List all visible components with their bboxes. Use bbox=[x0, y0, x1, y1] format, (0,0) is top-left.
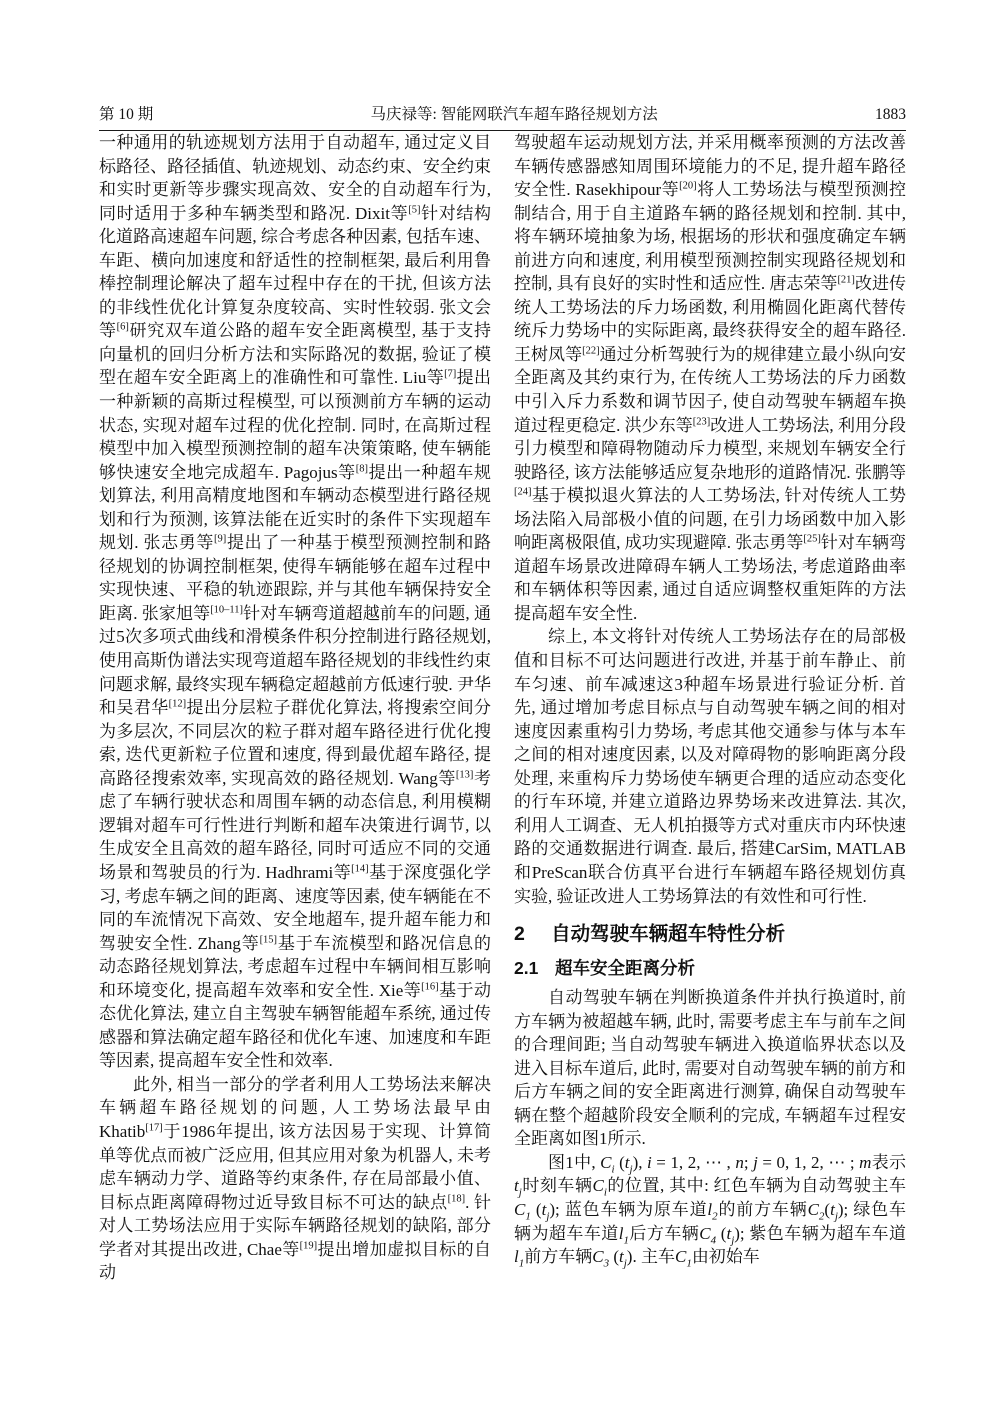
paragraph: 驾驶超车运动规划方法, 并采用概率预测的方法改善车辆传感器感知周围环境能力的不足, 提升超车路径安全性. Rasekhipour等[20]将人工势场法与模型预测控制结合, 用于自主道路车辆的路径规划和控制. 其中, 将车辆环境抽象为场, 根据场的形状和强度确定车辆前进方向和速度, 利用模型预测控制实现路径规划和控制, 具有良好的实时性和适应性. 唐志荣等[21]改进传统人工势场法的斥力场函数, 利用椭圆化距离代替传统斥力势场中的实际距离, 最终获得安全的超车路径. 王树凤等[22]通过分析驾驶行为的规律建立最小纵向安全距离及其约束行为, 在传统人工势场法的斥力函数中引入斥力系数和调节因子, 使自动驾驶车辆超车换道过程更稳定. 洪少东等[23]改进人工势场法, 利用分段引力模型和障碍物随动斥力模型, 来规划车辆安全行驶路径, 该方法能够适应复杂地形的道路情况. 张鹏等[24]基于模拟退火算法的人工势场法, 针对传统人工势场法陷入局部极小值的问题, 在引力场函数中加入影响距离极限值, 成功实现避障. 张志勇等[25]针对车辆弯道超车场景改进障碍车辆人工势场法, 考虑道路曲率和车辆体积等因素, 通过自适应调整权重矩阵的方法提高超车安全性. bbox=[514, 133, 906, 623]
paragraph: 自动驾驶车辆在判断换道条件并执行换道时, 前方车辆为被超越车辆, 此时, 需要考虑主车与前车之间的合理间距; 当自动驾驶车辆进入换道临界状态以及进入目标车道后, 此时, 需要对自动驾驶车辆的前方和后方车辆之间的安全距离进行测算, 确保自动驾驶车辆在整个超越阶段安全顺利的完成, 车辆超车过程安全距离如图1所示. bbox=[514, 988, 906, 1149]
running-title: 马庆禄等: 智能网联汽车超车路径规划方法 bbox=[370, 106, 658, 123]
right-column bbox=[514, 131, 906, 1363]
section-number: 2 bbox=[514, 923, 525, 946]
page-header bbox=[99, 98, 906, 131]
subsection-number: 2.1 bbox=[514, 958, 539, 979]
section-heading bbox=[514, 921, 906, 947]
subsection-title: 超车安全距离分析 bbox=[554, 958, 695, 979]
subsection-heading bbox=[514, 956, 906, 980]
right-column-bottom bbox=[514, 986, 906, 1269]
section-title: 自动驾驶车辆超车特性分析 bbox=[551, 923, 786, 946]
two-column-body bbox=[99, 131, 906, 1363]
left-column bbox=[99, 131, 491, 1363]
paragraph: 图1中, $C_i$ $(t_j)$, i = 1, 2, ⋯ , n; j = 0, 1, 2, ⋯ ; m表示$t_j$时刻车辆$C_i$的位置, 其中: 红色车辆为自动驾驶主车$C_1$ $(t_j)$; 蓝色车辆为原车道$l_2$的前方车辆$C_2(t_j)$; 绿色车辆为超车车道$l_1$后方车辆$C_4$ $(t_j)$; 紫色车辆为超车车道$l_1$前方车辆$C_3$ $(t_j)$. 主车$C_1$由初始车 bbox=[514, 1152, 906, 1270]
paragraph: 一种通用的轨迹规划方法用于自动超车, 通过定义目标路径、路径插值、轨迹规划、动态约束、安全约束和实时更新等步骤实现高效、安全的自动超车行为, 同时适用于多种车辆类型和路况. Dixit等[5]针对结构化道路高速超车问题, 综合考虑各种因素, 包括车速、车距、横向加速度和舒适性的控制框架, 最后利用鲁棒控制理论解决了超车过程中存在的干扰, 但该方法的非线性优化计算复杂度较高、实时性较弱. 张文会等[6]研究双车道公路的超车安全距离模型, 基于支持向量机的回归分析方法和实际路况的数据, 验证了模型在超车安全距离上的准确性和可靠性. Liu等[7]提出一种新颖的高斯过程模型, 可以预测前方车辆的运动状态, 实现对超车过程的优化控制. 同时, 在高斯过程模型中加入模型预测控制的超车决策策略, 使车辆能够快速安全地完成超车. Pagojus等[8]提出一种超车规划算法, 利用高精度地图和车辆动态模型进行路径规划和行为预测, 该算法能在近实时的条件下实现超车规划. 张志勇等[9]提出了一种基于模型预测控制和路径规划的协调控制框架, 使得车辆能够在超车过程中实现快速、平稳的轨迹跟踪, 并与其他车辆保持安全距离. 张家旭等[10–11]针对车辆弯道超越前车的问题, 通过5次多项式曲线和滑模条件积分控制进行路径规划, 使用高斯伪谱法实现弯道超车路径规划的非线性约束问题求解, 最终实现车辆稳定超越前方低速行驶. 尹华和吴君华[12]提出分层粒子群优化算法, 将搜索空间分为多层次, 不同层次的粒子群对超车路径进行优化搜索, 迭代更新粒子位置和速度, 得到最优超车路径, 提高路径搜索效率, 实现高效的路径规划. Wang等[13]考虑了车辆行驶状态和周围车辆的动态信息, 利用模糊逻辑对超车可行性进行判断和超车决策进行调节, 以生成安全且高效的超车路径, 同时可适应不同的交通场景和驾驶员的行为. Hadhrami等[14]基于深度强化学习, 考虑车辆之间的距离、速度等因素, 使车辆能在不同的车流情况下高效、安全地超车, 提升超车能力和驾驶安全性. Zhang等[15]基于车流模型和路况信息的动态路径规划算法, 考虑超车过程中车辆间相互影响和环境变化, 提高超车效率和安全性. Xie等[16]基于动态优化算法, 建立自主驾驶车辆智能超车系统, 通过传感器和算法确定超车路径和优化车速、加速度和车距等因素, 提高超车安全性和效率. bbox=[99, 133, 491, 1071]
issue-number: 第 10 期 bbox=[99, 106, 154, 123]
right-column-top bbox=[514, 131, 906, 908]
paragraph: 综上, 本文将针对传统人工势场法存在的局部极值和目标不可达问题进行改进, 并基于前车静止、前车匀速、前车减速这3种超车场景进行验证分析. 首先, 通过增加考虑目标点与自动驾驶车辆之间的相对速度因素重构引力势场, 考虑其他交通参与体与本车之间的相对速度因素, 以及对障碍物的影响距离分段处理, 来重构斥力势场使车辆更合理的适应动态变化的行车环境, 并建立道路边界势场来改进算法. 其次, 利用人工调查、无人机拍摄等方式对重庆市内环快速路的交通数据进行调查. 最后, 搭建CarSim, MATLAB和PreScan联合仿真平台进行车辆超车路径规划仿真实验, 验证改进人工势场算法的有效性和可行性. bbox=[514, 627, 906, 906]
page-number: 1883 bbox=[875, 106, 906, 123]
paragraph: 此外, 相当一部分的学者利用人工势场法来解决车辆超车路径规划的问题, 人工势场法最早由Khatib[17]于1986年提出, 该方法因易于实现、计算简单等优点而被广泛应用, 但其应用对象为机器人, 未考虑车辆动力学、道路等约束条件, 存在局部最小值、目标点距离障碍物过近导致目标不可达的缺点[18]. 针对人工势场法应用于实际车辆路径规划的缺陷, 部分学者对其提出改进, Chae等[19]提出增加虚拟目标的自动 bbox=[99, 1074, 491, 1283]
